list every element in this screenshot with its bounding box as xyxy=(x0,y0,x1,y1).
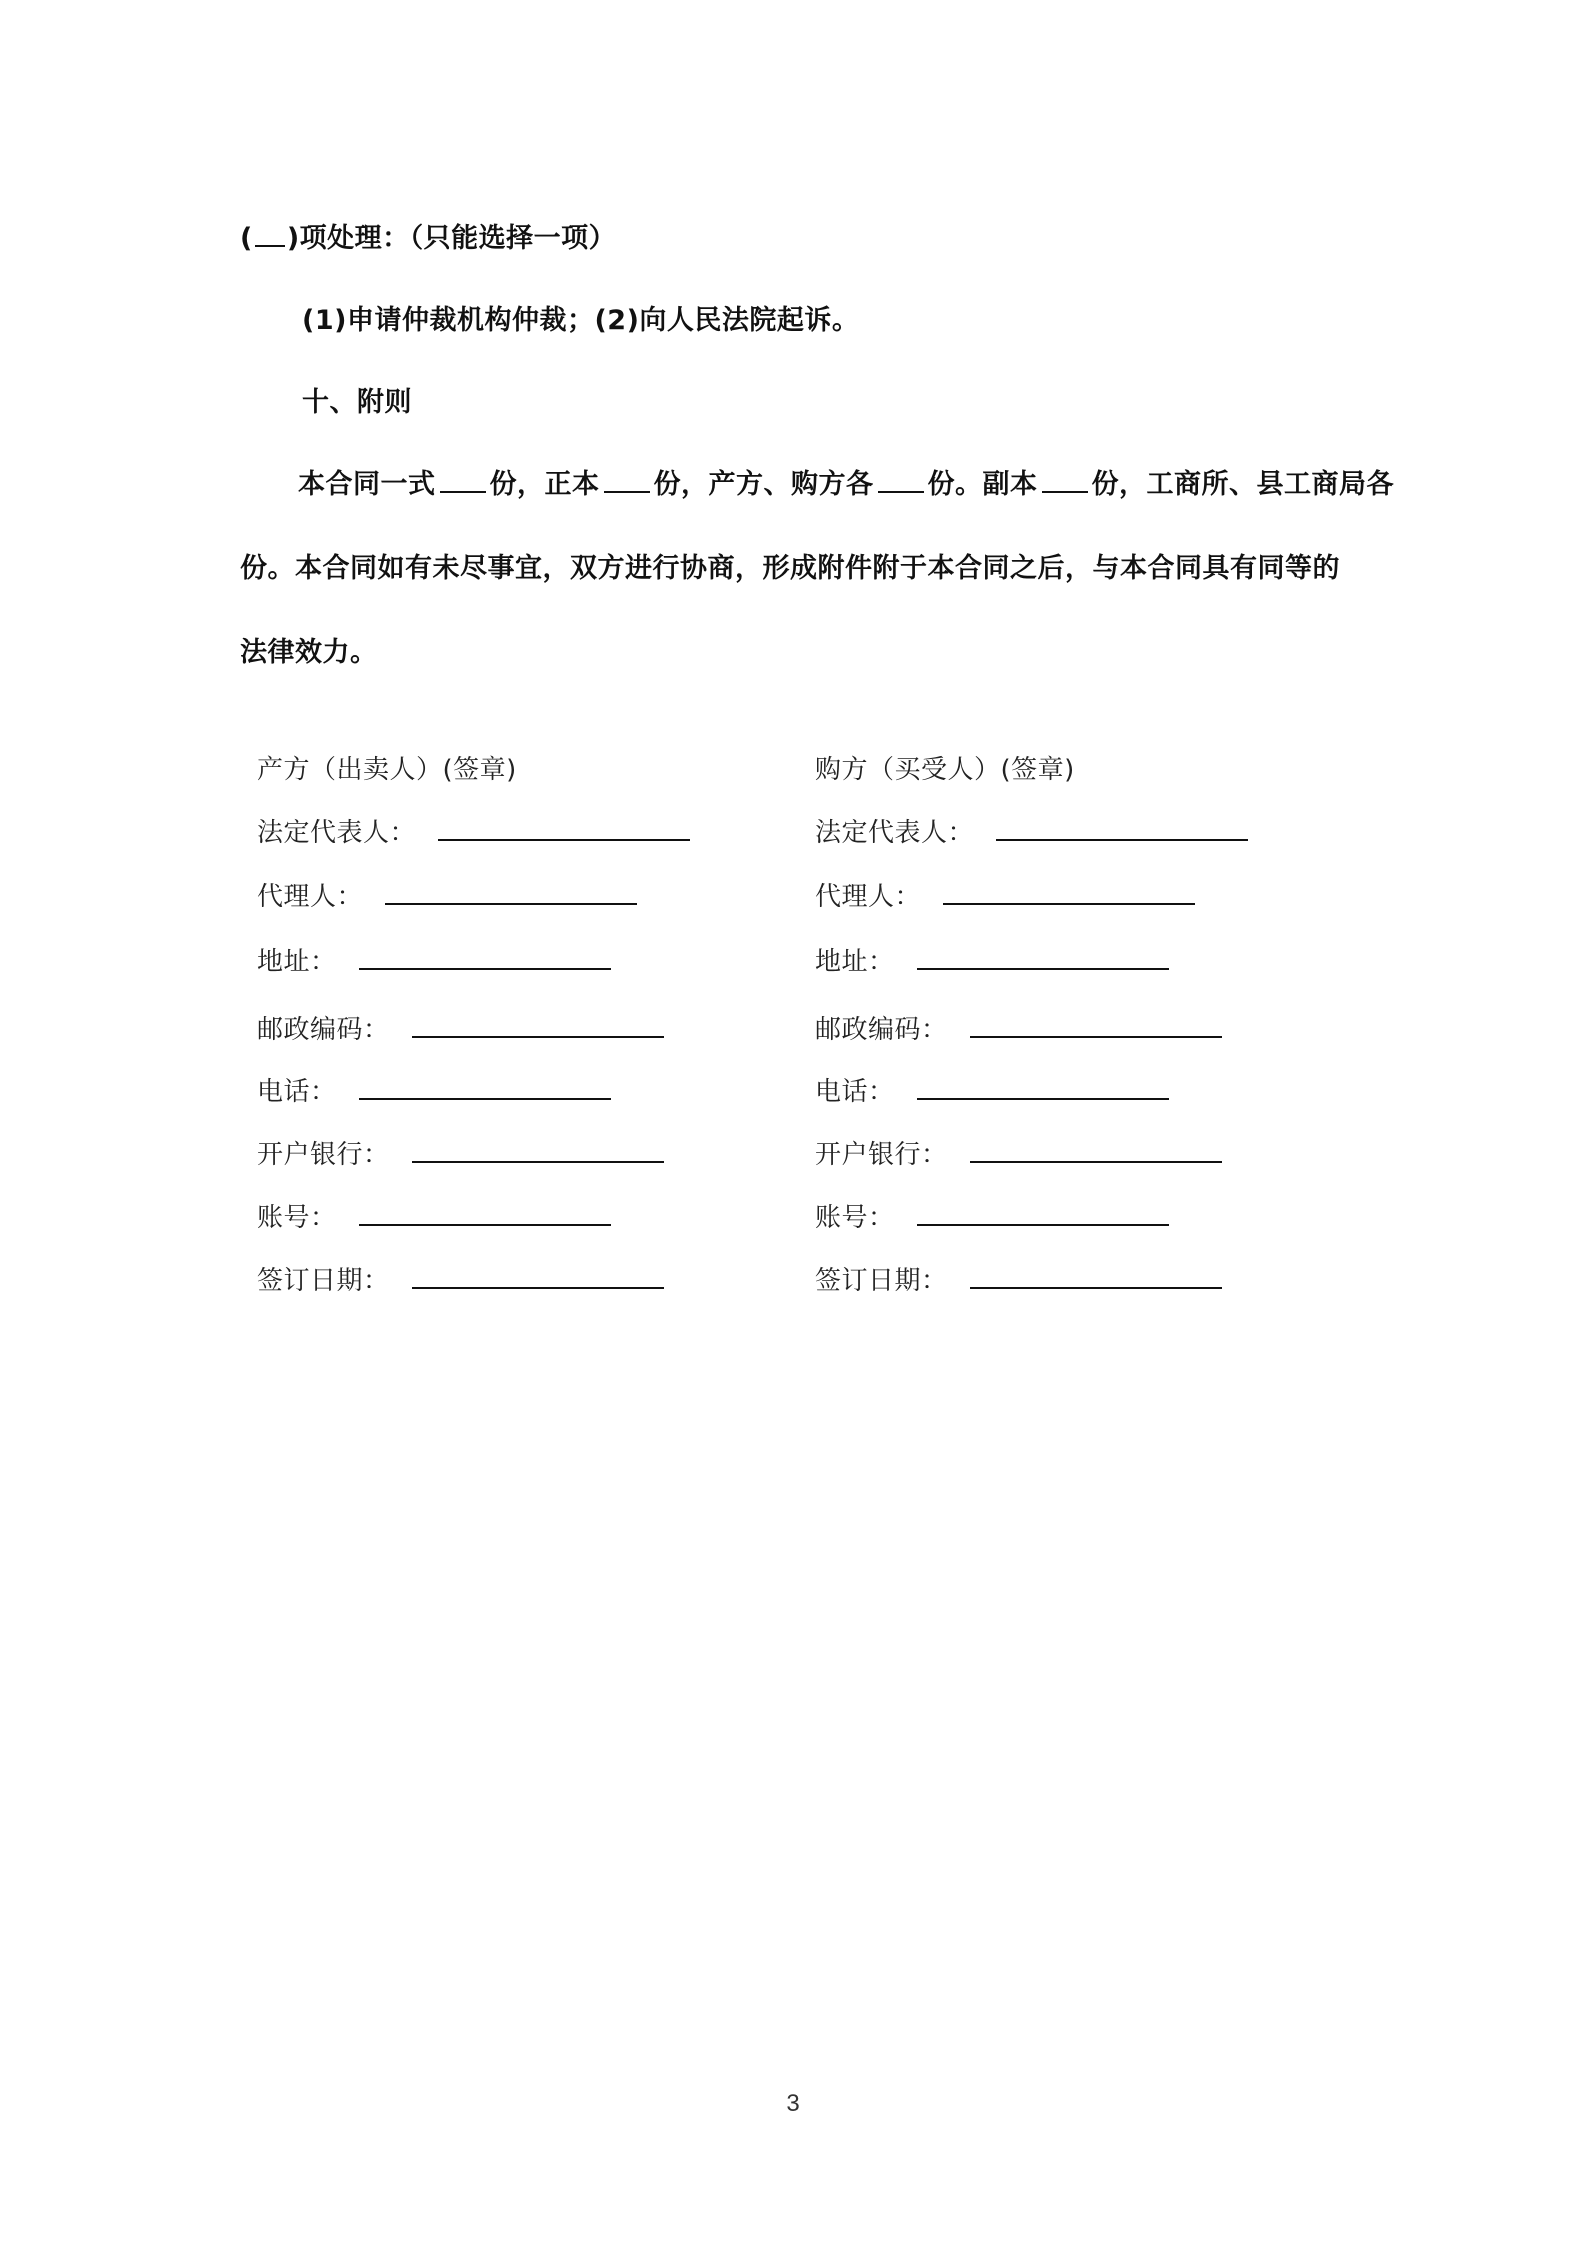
seller-legal-rep xyxy=(257,812,690,849)
buyer-agent xyxy=(815,876,1195,913)
seller-address-line xyxy=(359,944,611,970)
buyer-postcode-line xyxy=(970,1012,1222,1038)
copies-text-4: 份。副本 xyxy=(927,469,1038,500)
buyer-phone xyxy=(815,1071,1169,1108)
seller-account-label: 账号： xyxy=(257,1203,337,1233)
buyer-phone-line xyxy=(917,1074,1169,1100)
copies-text-5: 份，工商所、县工商局各 xyxy=(1091,469,1394,500)
buyer-phone-label: 电话： xyxy=(815,1077,895,1107)
buyer-agent-line xyxy=(943,879,1195,905)
dispute-choice-blank xyxy=(255,219,285,247)
buyer-legal-rep xyxy=(815,812,1248,849)
copies-paragraph-line3: 法律效力。 xyxy=(240,637,378,668)
section-heading: 十、附则 xyxy=(302,387,412,418)
seller-bank-label: 开户银行： xyxy=(257,1140,390,1170)
seller-address-label: 地址： xyxy=(257,947,337,977)
copies-text-3: 份，产方、购方各 xyxy=(653,469,874,500)
buyer-agent-label: 代理人： xyxy=(815,882,922,912)
seller-sign-date xyxy=(257,1260,664,1297)
seller-account-line xyxy=(359,1200,611,1226)
copies-text-2: 份，正本 xyxy=(489,469,600,500)
buyer-bank-line xyxy=(970,1137,1222,1163)
page-number: 3 xyxy=(786,2090,800,2117)
buyer-legal-rep-line xyxy=(996,815,1248,841)
seller-sign-date-label: 签订日期： xyxy=(257,1266,390,1296)
buyer-account xyxy=(815,1197,1169,1234)
copies-paragraph-line2: 份。本合同如有未尽事宜，双方进行协商，形成附件附于本合同之后，与本合同具有同等的 xyxy=(240,553,1340,584)
dispute-choices: (1)申请仲裁机构仲裁；(2)向人民法院起诉。 xyxy=(302,305,860,336)
seller-postcode-label: 邮政编码： xyxy=(257,1015,390,1045)
seller-bank xyxy=(257,1134,664,1171)
copies-paragraph-line1 xyxy=(298,462,1394,501)
buyer-account-label: 账号： xyxy=(815,1203,895,1233)
seller-phone-line xyxy=(359,1074,611,1100)
buyer-sign-date-label: 签订日期： xyxy=(815,1266,948,1296)
seller-postcode-line xyxy=(412,1012,664,1038)
seller-address xyxy=(257,941,611,978)
buyer-address-line xyxy=(917,944,1169,970)
seller-title: 产方（出卖人）(签章) xyxy=(257,755,517,785)
buyer-title: 购方（买受人）(签章) xyxy=(815,755,1075,785)
seller-postcode xyxy=(257,1009,664,1046)
seller-legal-rep-label: 法定代表人： xyxy=(257,818,417,848)
copies-blank-each xyxy=(878,465,924,493)
buyer-bank xyxy=(815,1134,1222,1171)
dispute-open-paren: ( xyxy=(240,223,253,254)
buyer-postcode xyxy=(815,1009,1222,1046)
seller-agent-line xyxy=(385,879,637,905)
copies-blank-duplicate xyxy=(1042,465,1088,493)
seller-agent-label: 代理人： xyxy=(257,882,364,912)
buyer-sign-date-line xyxy=(970,1263,1222,1289)
seller-bank-line xyxy=(412,1137,664,1163)
seller-agent xyxy=(257,876,637,913)
dispute-option-line xyxy=(240,216,616,255)
seller-account xyxy=(257,1197,611,1234)
buyer-bank-label: 开户银行： xyxy=(815,1140,948,1170)
buyer-address xyxy=(815,941,1169,978)
buyer-legal-rep-label: 法定代表人： xyxy=(815,818,975,848)
seller-phone xyxy=(257,1071,611,1108)
dispute-instruction: )项处理：（只能选择一项） xyxy=(286,223,617,254)
buyer-postcode-label: 邮政编码： xyxy=(815,1015,948,1045)
buyer-account-line xyxy=(917,1200,1169,1226)
buyer-address-label: 地址： xyxy=(815,947,895,977)
copies-blank-original xyxy=(604,465,650,493)
copies-blank-total xyxy=(440,465,486,493)
seller-sign-date-line xyxy=(412,1263,664,1289)
seller-legal-rep-line xyxy=(438,815,690,841)
seller-phone-label: 电话： xyxy=(257,1077,337,1107)
copies-text-1: 本合同一式 xyxy=(298,469,436,500)
buyer-sign-date xyxy=(815,1260,1222,1297)
